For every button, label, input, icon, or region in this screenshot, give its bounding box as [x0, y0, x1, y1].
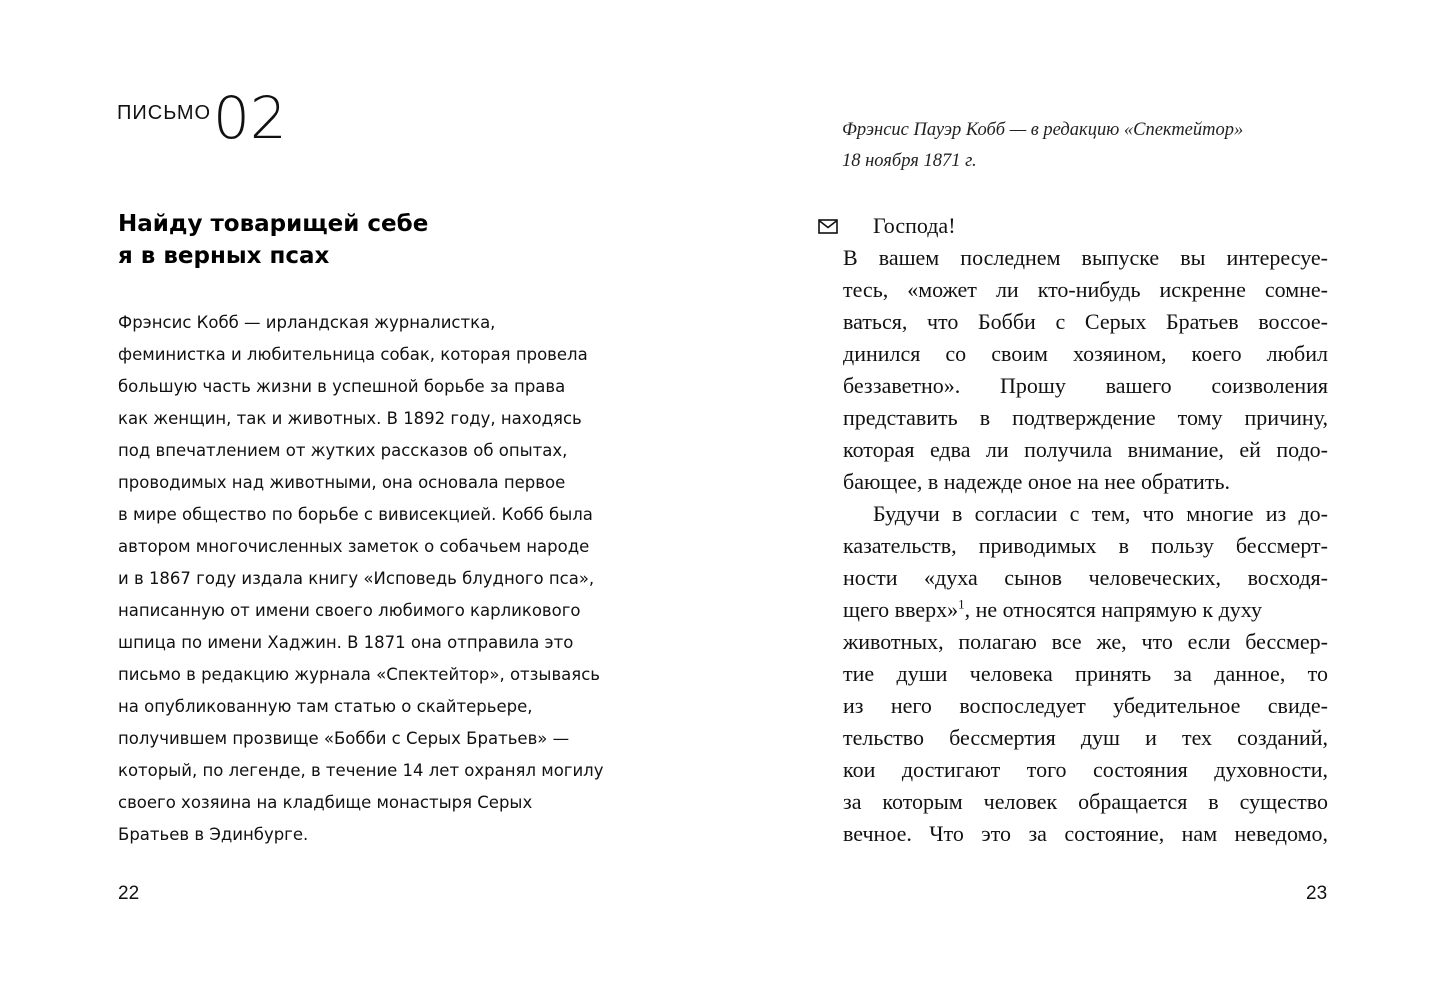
- chapter-title-line: Найду товарищей себе: [118, 211, 429, 237]
- body-line: тие души человека принять за данное, то: [843, 661, 1328, 686]
- intro-line: автором многочисленных заметок о собачьем народе: [118, 537, 590, 556]
- letter-label: ПИСЬМО: [117, 102, 212, 124]
- body-line-with-footnote: [843, 594, 1328, 626]
- body-line: из него воспоследует убедительное свиде-: [843, 693, 1328, 718]
- body-line-rest: , не относятся напрямую к духу: [964, 597, 1262, 622]
- attribution-date: 18 ноября 1871 г.: [842, 151, 977, 171]
- intro-line: большую часть жизни в успешной борьбе за права: [118, 377, 566, 396]
- page-number-left: 22: [118, 883, 140, 904]
- body-line: В вашем последнем выпуске вы интересуе-: [843, 245, 1328, 270]
- body-line: ности «духа сынов человеческих, восходя-: [843, 565, 1328, 590]
- intro-line: Фрэнсис Кобб — ирландская журналистка,: [118, 313, 496, 332]
- letter-number: 02: [213, 84, 287, 152]
- chapter-title: [118, 208, 598, 272]
- body-line: тельство бессмертия душ и тех созданий,: [843, 725, 1328, 750]
- intro-paragraph: [118, 307, 618, 851]
- body-line: представить в подтверждение тому причину,: [843, 405, 1328, 430]
- body-line: динился со своим хозяином, коего любил: [843, 341, 1328, 366]
- attribution-line: Фрэнсис Пауэр Кобб — в редакцию «Спектейтор»: [842, 120, 1244, 140]
- right-page: [722, 0, 1445, 987]
- page-number-right: 23: [1306, 883, 1328, 904]
- letter-body: [843, 210, 1328, 850]
- body-line: тесь, «может ли кто-нибудь искренне сомне-: [843, 277, 1328, 302]
- body-line: вечное. Что это за состояние, нам неведомо,: [843, 821, 1328, 846]
- body-line: Будучи в согласии с тем, что многие из до-: [873, 501, 1328, 526]
- intro-line: шпица по имени Хаджин. В 1871 она отправила это: [118, 633, 574, 652]
- body-line: бающее, в надежде оное на нее обратить.: [843, 469, 1230, 494]
- body-line-start: щего вверх»: [843, 597, 959, 622]
- intro-line: и в 1867 году издала книгу «Исповедь блудного пса»,: [118, 569, 595, 588]
- intro-line: под впечатлением от жутких рассказов об опытах,: [118, 441, 568, 460]
- body-line: которая едва ли получила внимание, ей подо-: [843, 437, 1328, 462]
- body-line: животных, полагаю все же, что если бессмер-: [843, 629, 1328, 654]
- body-line: ваться, что Бобби с Серых Братьев воссое-: [843, 309, 1328, 334]
- intro-line: на опубликованную там статью о скайтерьере,: [118, 697, 533, 716]
- body-line: казательств, приводимых в пользу бессмерт-: [843, 533, 1328, 558]
- intro-line: который, по легенде, в течение 14 лет охранял могилу: [118, 761, 604, 780]
- letter-attribution: [842, 115, 1342, 177]
- body-line: кои достигают того состояния духовности,: [843, 757, 1328, 782]
- intro-line: письмо в редакцию журнала «Спектейтор», отзываясь: [118, 665, 601, 684]
- footnote-marker[interactable]: 1: [958, 596, 965, 612]
- left-page: [0, 0, 722, 987]
- intro-line: как женщин, так и животных. В 1892 году, находясь: [118, 409, 582, 428]
- body-line: беззаветно». Прошу вашего соизволения: [843, 373, 1328, 398]
- intro-line: в мире общество по борьбе с вивисекцией. Кобб была: [118, 505, 593, 524]
- body-line: за которым человек обращается в существо: [843, 789, 1328, 814]
- chapter-title-line: я в верных псах: [118, 243, 330, 269]
- intro-line: получившем прозвище «Бобби с Серых Братьев» —: [118, 729, 570, 748]
- intro-line: феминистка и любительница собак, которая провела: [118, 345, 588, 364]
- intro-line: написанную от имени своего любимого карликового: [118, 601, 581, 620]
- salutation: Господа!: [873, 213, 956, 238]
- envelope-icon: [818, 219, 838, 234]
- intro-line: своего хозяина на кладбище монастыря Серых: [118, 793, 533, 812]
- intro-line: Братьев в Эдинбурге.: [118, 825, 309, 844]
- intro-line: проводимых над животными, она основала первое: [118, 473, 566, 492]
